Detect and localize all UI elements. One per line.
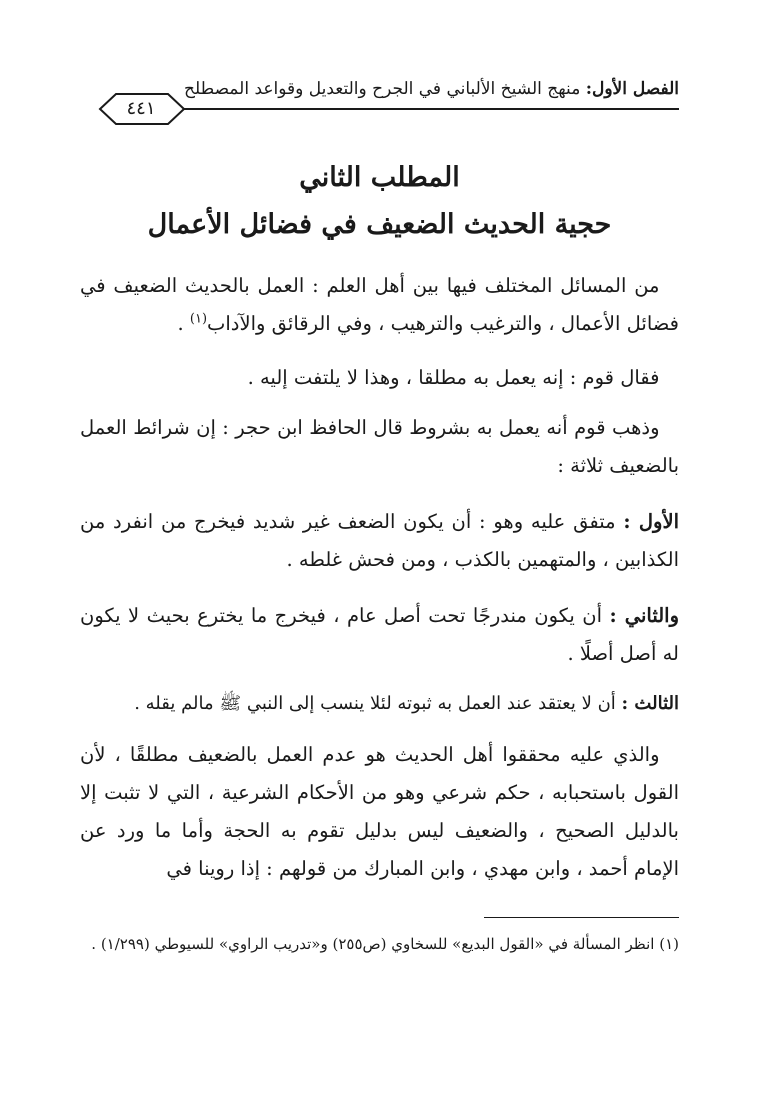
header-rule bbox=[112, 108, 679, 110]
condition-2-label: والثاني : bbox=[609, 604, 679, 627]
footnote: (١) انظر المسألة في «القول البديع» للسخاوي (ص٢٥٥) و«تدريب الراوي» للسيوطي (١/٢٩٩) . bbox=[91, 935, 679, 953]
section-heading: المطلب الثاني bbox=[299, 162, 460, 193]
intro-text: من المسائل المختلف فيها بين أهل العلم : العمل بالحديث الضعيف في فضائل الأعمال ، والترغيب والترهيب ، وفي الرقائق والآداب bbox=[80, 274, 679, 335]
condition-3-label: الثالث : bbox=[621, 693, 679, 714]
conclusion-text: والذي عليه محققوا أهل الحديث هو عدم العمل بالضعيف مطلقًا ، لأن القول باستحبابه ، حكم شرعي وهو من الأحكام الشرعية ، التي لا تثبت إلا بالدليل الصحيح ، والضعيف ليس بدليل تقوم به الحجة وأما ما ورد عن الإمام أحمد ، وابن مهدي ، وابن المبارك من قولهم : إذا روينا في bbox=[80, 743, 679, 880]
condition-2-text: أن يكون مندرجًا تحت أصل عام ، فيخرج ما يخترع بحيث لا يكون له أصل أصلًا . bbox=[80, 604, 679, 665]
opinion-paragraph-2 bbox=[80, 409, 679, 485]
footnote-marker[interactable]: (١) bbox=[189, 311, 208, 327]
condition-3-text: أن لا يعتقد عند العمل به ثبوته لئلا ينسب إلى النبي ﷺ مالم يقله . bbox=[134, 693, 622, 714]
condition-3 bbox=[80, 685, 679, 723]
page-number-frame bbox=[96, 92, 186, 126]
condition-1-label: الأول : bbox=[623, 510, 679, 533]
conclusion-paragraph bbox=[80, 736, 679, 888]
chapter-title: منهج الشيخ الألباني في الجرح والتعديل وقواعد المصطلح bbox=[184, 79, 586, 99]
opinion-paragraph-1 bbox=[80, 359, 679, 397]
condition-1 bbox=[80, 503, 679, 579]
opinion-1-text: فقال قوم : إنه يعمل به مطلقا ، وهذا لا يلتفت إليه . bbox=[247, 366, 660, 389]
section-subheading: حجية الحديث الضعيف في فضائل الأعمال bbox=[147, 209, 612, 240]
page-number: ٤٤١ bbox=[126, 98, 156, 119]
condition-2 bbox=[80, 597, 679, 673]
opinion-2-text: وذهب قوم أنه يعمل به بشروط قال الحافظ ابن حجر : إن شرائط العمل بالضعيف ثلاثة : bbox=[80, 416, 679, 477]
intro-paragraph bbox=[80, 267, 679, 343]
intro-end: . bbox=[177, 312, 190, 335]
chapter-label: الفصل الأول: bbox=[585, 79, 679, 99]
footnote-rule bbox=[484, 917, 679, 918]
condition-1-text: متفق عليه وهو : أن يكون الضعف غير شديد فيخرج من انفرد من الكذابين ، والمتهمين بالكذب ، ومن فحش غلطه . bbox=[80, 510, 679, 571]
